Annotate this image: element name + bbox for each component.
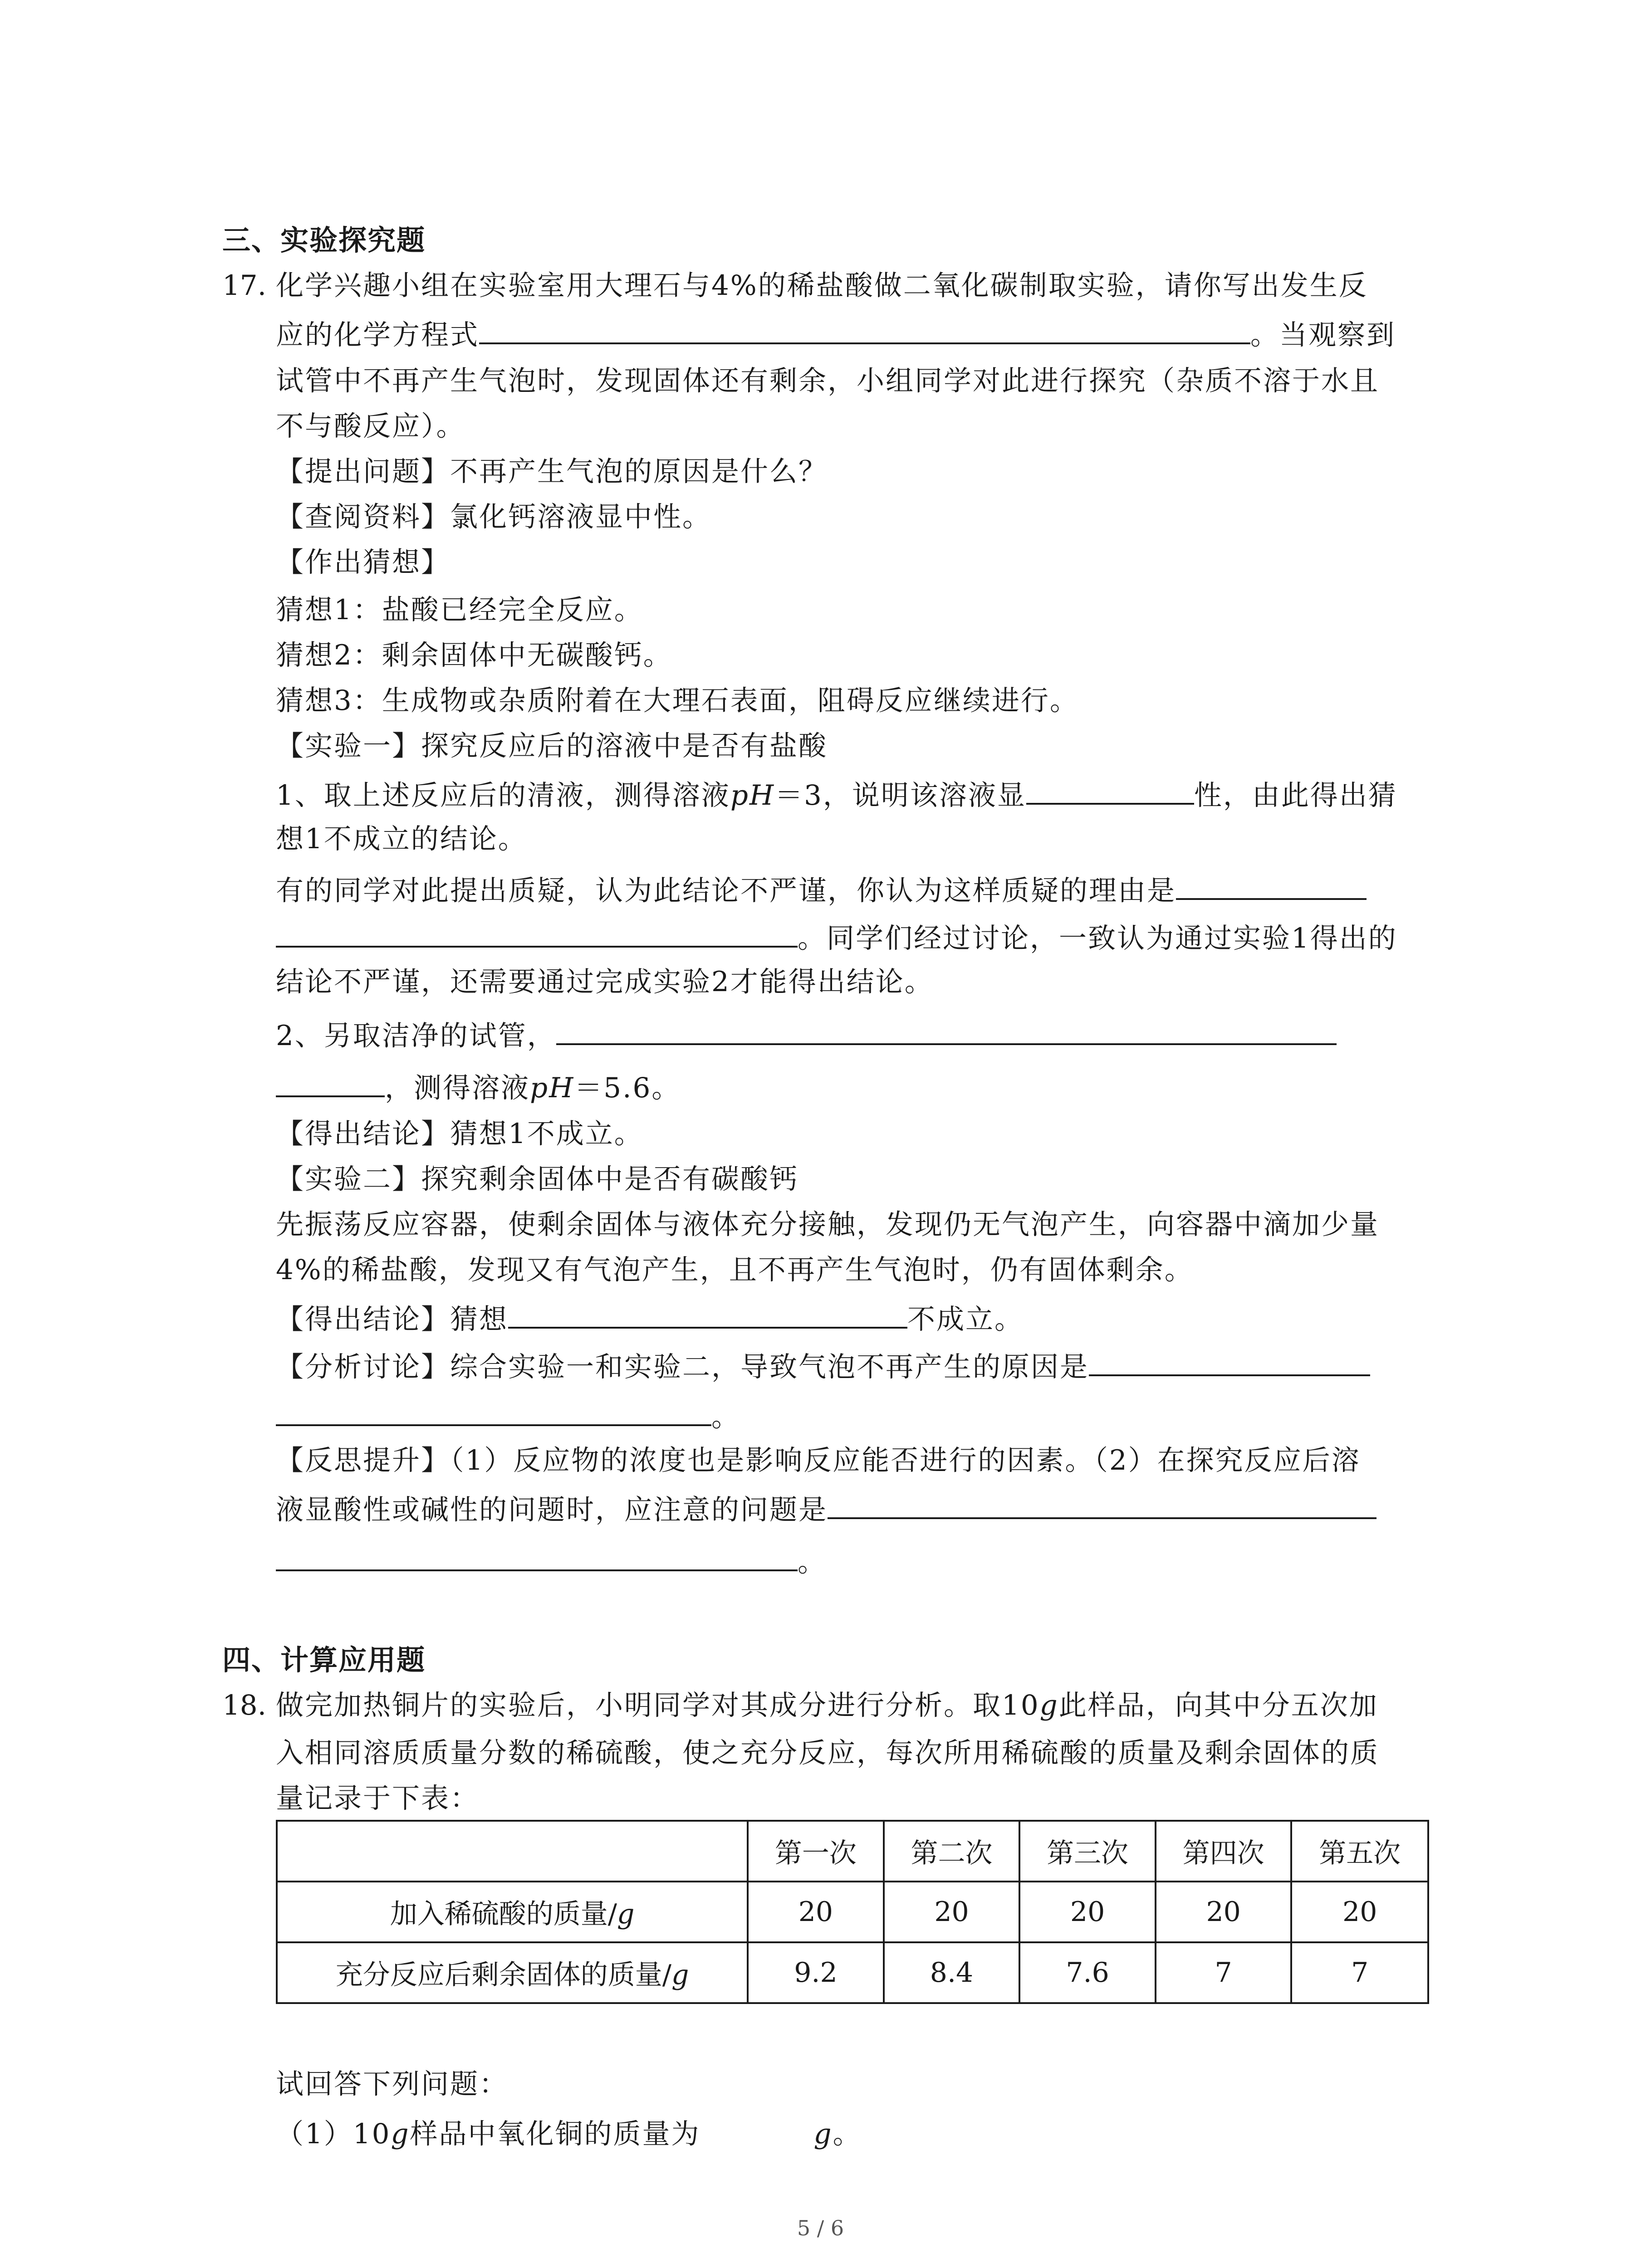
q17-text: ，测得溶液	[385, 1072, 530, 1104]
section-title-calculation: 四、计算应用题	[222, 1643, 426, 1677]
q17-line	[276, 315, 1396, 353]
q17-line: 【提出问题】不再产生气泡的原因是什么？	[276, 455, 828, 488]
answer-blank-attention[interactable]	[828, 1490, 1376, 1519]
q17-line	[276, 1490, 1376, 1528]
answer-blank-reason[interactable]	[1176, 871, 1367, 900]
q17-line: 4%的稀盐酸，发现又有气泡产生，且不再产生气泡时，仍有固体剩余。	[276, 1254, 1194, 1286]
table-cell: 9.2	[748, 1942, 884, 2003]
q18-text: 此样品，向其中分五次加	[1058, 1689, 1378, 1721]
answer-blank-cause[interactable]	[1089, 1347, 1370, 1376]
table-header-cell: 第四次	[1156, 1821, 1292, 1882]
q17-line	[276, 1068, 681, 1106]
table-cell: 7.6	[1019, 1942, 1156, 2003]
q17-text: ＝5.6。	[574, 1072, 681, 1104]
q17-line: 化学兴趣小组在实验室用大理石与4%的稀盐酸做二氧化碳制取实验，请你写出发生反	[276, 269, 1368, 302]
q17-line: 不与酸反应）。	[276, 410, 465, 442]
ph-symbol: pH	[730, 779, 775, 811]
q17-line: 猜想3：生成物或杂质附着在大理石表面，阻碍反应继续进行。	[276, 684, 1079, 717]
q18-subquestion-1	[276, 2116, 862, 2152]
table-header-cell	[277, 1821, 748, 1882]
table-header-cell: 第一次	[748, 1821, 884, 1882]
q17-text: 【得出结论】猜想	[276, 1303, 509, 1335]
unit-g: g	[391, 2118, 410, 2150]
q17-line	[276, 776, 1397, 814]
row-label-text: 加入稀硫酸的质量/	[390, 1898, 617, 1930]
q17-line	[276, 1542, 827, 1580]
table-header-cell: 第五次	[1291, 1821, 1428, 1882]
q17-line: 【实验一】探究反应后的溶液中是否有盐酸	[276, 730, 828, 762]
unit-g: g	[1039, 1689, 1059, 1721]
unit-g: g	[617, 1898, 635, 1930]
table-cell: 20	[748, 1882, 884, 1942]
q18-text: 做完加热铜片的实验后，小明同学对其成分进行分析。取10	[276, 1689, 1040, 1721]
q17-text: 有的同学对此提出质疑，认为此结论不严谨，你认为这样质疑的理由是	[276, 875, 1176, 907]
table-header-row	[277, 1821, 1428, 1882]
answer-blank-procedure[interactable]	[556, 1016, 1337, 1045]
unit-g: g	[813, 2118, 833, 2150]
q17-text: 。同学们经过讨论，一致认为通过实验1得出的	[798, 922, 1397, 954]
q17-line	[276, 919, 1397, 957]
unit-g: g	[671, 1959, 689, 1991]
q17-text: 。当观察到	[1250, 319, 1396, 351]
q17-text: ＝3，说明该溶液显	[775, 779, 1026, 811]
table-cell: 20	[1019, 1882, 1156, 1942]
q17-line: 【反思提升】（1）反应物的浓度也是影响反应能否进行的因素。（2）在探究反应后溶	[276, 1444, 1361, 1476]
q17-text: 不成立。	[907, 1303, 1024, 1335]
q17-line: 先振荡反应容器，使剩余固体与液体充分接触，发现仍无气泡产生，向容器中滴加少量	[276, 1208, 1380, 1241]
table-row-label	[277, 1942, 748, 2003]
table-cell: 7	[1291, 1942, 1428, 2003]
table-cell: 8.4	[884, 1942, 1020, 2003]
q18-line: 量记录于下表：	[276, 1782, 480, 1814]
table-cell: 7	[1156, 1942, 1292, 2003]
q17-line: 【作出猜想】	[276, 546, 451, 578]
ph-symbol: pH	[530, 1072, 575, 1104]
question-number-18: 18.	[222, 1689, 267, 1721]
q18-text: 样品中氧化铜的质量为	[410, 2118, 700, 2150]
q17-text: 1、取上述反应后的清液，测得溶液	[276, 779, 730, 811]
q17-line	[276, 871, 1367, 909]
q17-line	[276, 1397, 740, 1435]
q17-line: 【实验二】探究剩余固体中是否有碳酸钙	[276, 1163, 799, 1195]
answer-blank-acidity[interactable]	[1026, 776, 1194, 805]
q17-line	[276, 1016, 1337, 1054]
table-row	[277, 1942, 1428, 2003]
q17-line	[276, 1300, 1024, 1338]
q18-line: 入相同溶质质量分数的稀硫酸，使之充分反应，每次所用稀硫酸的质量及剩余固体的质	[276, 1737, 1380, 1769]
q17-line: 猜想2：剩余固体中无碳酸钙。	[276, 639, 672, 671]
q18-text: 。	[833, 2118, 862, 2150]
q17-text: 【分析讨论】综合实验一和实验二，导致气泡不再产生的原因是	[276, 1351, 1089, 1383]
q17-line: 想1不成立的结论。	[276, 823, 527, 855]
q17-text: 性，由此得出猜	[1194, 779, 1397, 811]
table-cell: 20	[1156, 1882, 1292, 1942]
q17-text: 应的化学方程式	[276, 319, 480, 351]
answer-blank-cause-cont[interactable]	[276, 1397, 711, 1426]
q18-text: （1）10	[276, 2118, 391, 2150]
answer-blank-equation[interactable]	[479, 315, 1250, 344]
q17-text: 液显酸性或碱性的问题时，应注意的问题是	[276, 1494, 828, 1526]
q18-line	[276, 1687, 1378, 1724]
table-row	[277, 1882, 1428, 1942]
q17-line: 试管中不再产生气泡时，发现固体还有剩余，小组同学对此进行探究（杂质不溶于水且	[276, 365, 1380, 397]
answer-blank-hypothesis[interactable]	[508, 1300, 907, 1329]
q17-text: 2、另取洁净的试管，	[276, 1020, 556, 1052]
answer-blank-reason-cont[interactable]	[276, 919, 798, 948]
table-cell: 20	[884, 1882, 1020, 1942]
page-number: 5 / 6	[797, 2216, 844, 2240]
section-title-experiment: 三、实验探究题	[222, 224, 426, 257]
q17-text: 。	[711, 1401, 741, 1433]
q17-line	[276, 1347, 1370, 1385]
q17-line: 【得出结论】猜想1不成立。	[276, 1118, 643, 1150]
q17-text: 。	[798, 1546, 827, 1578]
question-number-17: 17.	[222, 269, 267, 302]
row-label-text: 充分反应后剩余固体的质量/	[335, 1959, 671, 1991]
q17-line: 猜想1：盐酸已经完全反应。	[276, 594, 643, 626]
table-row-label	[277, 1882, 748, 1942]
q17-line: 【查阅资料】氯化钙溶液显中性。	[276, 501, 712, 533]
table-cell: 20	[1291, 1882, 1428, 1942]
q17-line: 结论不严谨，还需要通过完成实验2才能得出结论。	[276, 966, 934, 998]
q18-prompt: 试回答下列问题：	[276, 2068, 509, 2100]
table-header-cell: 第二次	[884, 1821, 1020, 1882]
answer-blank-procedure-cont[interactable]	[276, 1068, 385, 1097]
answer-blank-attention-cont[interactable]	[276, 1542, 798, 1571]
results-table	[276, 1820, 1429, 2004]
table-header-cell: 第三次	[1019, 1821, 1156, 1882]
